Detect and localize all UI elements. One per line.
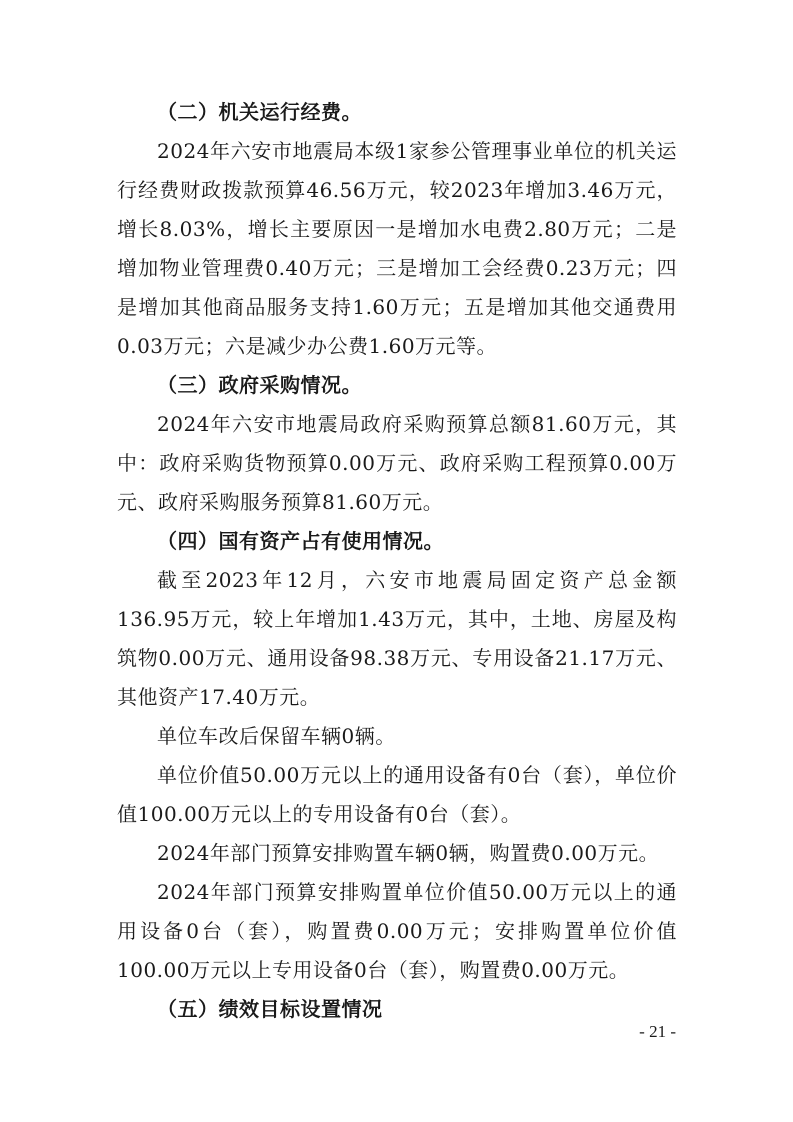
section-4-paragraph-3: 单位价值50.00万元以上的通用设备有0台（套），单位价值100.00万元以上的专用设备有0台（套）。 xyxy=(117,763,677,826)
section-4-paragraph-5: 2024年部门预算安排购置单位价值50.00万元以上的通用设备0台（套），购置费0.00万元；安排购置单位价值100.00万元以上专用设备0台（套），购置费0.00万元。 xyxy=(117,880,677,982)
section-heading-3: （三）政府采购情况。 xyxy=(157,373,362,397)
section-4-paragraph-2: 单位车改后保留车辆0辆。 xyxy=(157,724,396,748)
section-4-paragraph-4: 2024年部门预算安排购置车辆0辆，购置费0.00万元。 xyxy=(157,841,660,865)
section-heading-2: （二）机关运行经费。 xyxy=(157,100,362,124)
section-2-paragraph-1: 2024年六安市地震局本级1家参公管理事业单位的机关运行经费财政拨款预算46.56万元，较2023年增加3.46万元，增长8.03%，增长主要原因一是增加水电费2.80万元；二是增加物业管理费0.40万元；三是增加工会经费0.23万元；四是增加其他商品服务支持1.60万元；五是增加其他交通费用0.03万元；六是减少办公费1.60万元等。 xyxy=(117,139,677,358)
section-3-paragraph-1: 2024年六安市地震局政府采购预算总额81.60万元，其中：政府采购货物预算0.00万元、政府采购工程预算0.00万元、政府采购服务预算81.60万元。 xyxy=(117,412,677,514)
section-heading-5: （五）绩效目标设置情况 xyxy=(157,997,383,1021)
page-number: - 21 - xyxy=(639,1022,676,1041)
page-body xyxy=(117,93,677,1029)
section-4-paragraph-1: 截至2023年12月，六安市地震局固定资产总金额136.95万元，较上年增加1.43万元，其中，土地、房屋及构筑物0.00万元、通用设备98.38万元、专用设备21.17万元、其他资产17.40万元。 xyxy=(117,568,677,709)
section-heading-4: （四）国有资产占有使用情况。 xyxy=(157,529,444,553)
